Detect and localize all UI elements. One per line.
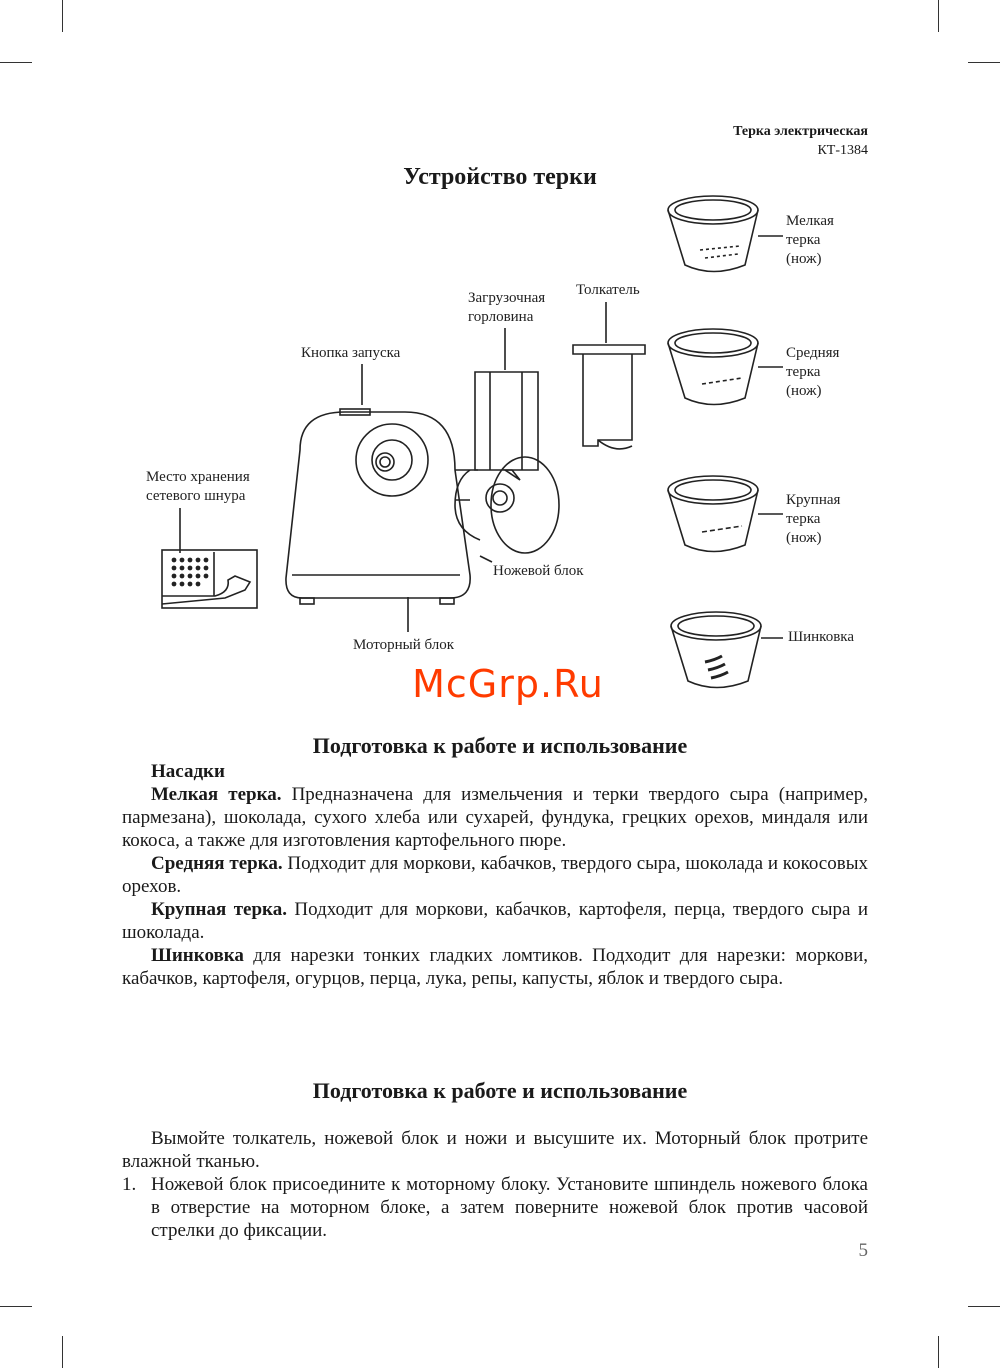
label-pusher: Толкатель — [576, 282, 640, 298]
section1-subtitle: Насадки — [151, 761, 225, 782]
watermark: McGrp.Ru — [412, 662, 604, 706]
step-text: Ножевой блок присоедините к моторному блоку. Установите шпиндель ножевого блока в отверстие на моторном блоке, а затем поверните ножевой блок против часовой стрелки до фиксации. — [151, 1174, 868, 1241]
fine-grater-illustration — [668, 196, 758, 272]
label-cord-storage: Место хранения сетевого шнура — [146, 469, 250, 504]
label-coarse-grater: Крупная терка (нож) — [786, 492, 841, 546]
page-number: 5 — [858, 1240, 868, 1261]
label-start-button: Кнопка запуска — [301, 345, 401, 361]
attachment-item: Мелкая терка. Предназначена для измельчения и терки твердого сыра (например, пармезана), шоколада, сухого хлеба или сухарей, фундука, грецких орехов, миндаля или кокоса, а также для изготовления картофельного пюре. — [122, 784, 868, 851]
header-model: КТ-1384 — [817, 143, 868, 158]
label-chute: Загрузочная горловина — [468, 290, 546, 325]
coarse-grater-illustration — [668, 476, 758, 552]
cord-storage-illustration — [162, 550, 257, 608]
section1-body — [122, 760, 868, 990]
section2-title: Подготовка к работе и использование — [312, 1078, 688, 1103]
medium-grater-illustration — [668, 329, 758, 405]
label-motor-block: Моторный блок — [353, 637, 455, 653]
section2-intro: Вымойте толкатель, ножевой блок и ножи и высушите их. Моторный блок протрите влажной тканью. — [122, 1128, 868, 1172]
diagram-title: Устройство терки — [403, 164, 597, 190]
chute-illustration — [475, 372, 538, 470]
label-fine-grater: Мелкая терка (нож) — [786, 213, 834, 267]
section1-title: Подготовка к работе и использование — [312, 733, 688, 758]
label-blade-block: Ножевой блок — [493, 563, 584, 579]
attachment-item: Шинковка для нарезки тонких гладких ломтиков. Подходит для нарезки: моркови, кабачков, картофеля, огурцов, перца, лука, репы, капусты, яблок и твердого сыра. — [122, 945, 868, 989]
header-product: Терка электрическая — [733, 124, 868, 139]
section2-body — [122, 1127, 868, 1242]
label-medium-grater: Средняя терка (нож) — [786, 345, 840, 399]
pusher-illustration — [573, 345, 645, 449]
label-slicer: Шинковка — [788, 629, 855, 645]
attachment-item: Крупная терка. Подходит для моркови, кабачков, картофеля, перца, твердого сыра и шоколада. — [122, 899, 869, 943]
step-number: 1. — [122, 1174, 137, 1195]
motor-block-illustration — [286, 409, 478, 604]
attachment-item: Средняя терка. Подходит для моркови, кабачков, твердого сыра, шоколада и кокосовых орехов. — [122, 853, 868, 897]
blade-block-illustration — [455, 457, 559, 553]
step-item — [122, 1173, 868, 1242]
